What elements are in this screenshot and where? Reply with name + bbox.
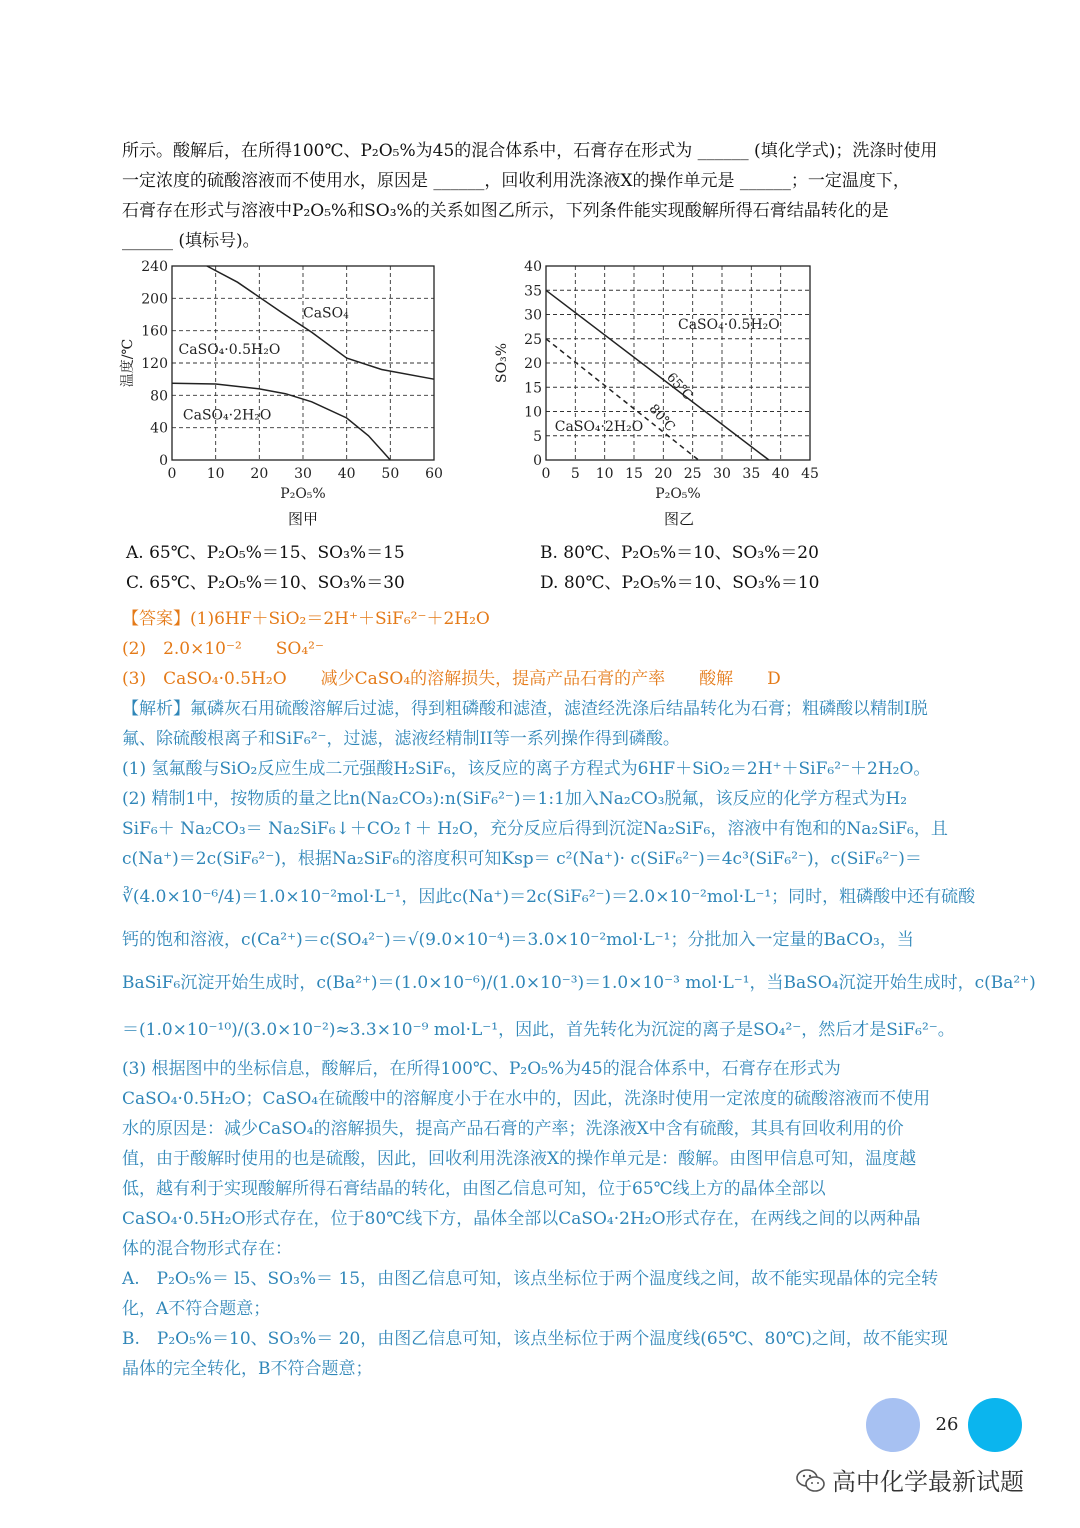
y-tick-label: 30 — [524, 307, 542, 324]
x-axis-label: P₂O₅% — [280, 486, 326, 502]
analysis-block — [122, 694, 1036, 1384]
chart-annotation: CaSO₄·2H₂O — [554, 418, 644, 435]
chart-annotation: 80℃ — [645, 401, 678, 435]
question-line: 所示。酸解后，在所得100℃、P₂O₅%为45的混合体系中，石膏存在形式为 ______ (填化学式)；洗涤时使用 — [122, 141, 938, 161]
x-tick-label: 25 — [683, 466, 702, 482]
analysis-line: CaSO₄·0.5H₂O形式存在，位于80℃线下方，晶体全部以CaSO₄·2H₂O形式存在，在两线之间的以两种晶 — [122, 1209, 921, 1229]
y-tick-label: 0 — [533, 453, 542, 469]
chart-annotation: CaSO₄ — [303, 305, 349, 322]
x-tick-label: 30 — [713, 466, 731, 482]
chart-a-caption: 图甲 — [288, 510, 319, 528]
answer-line: (2) 2.0×10⁻² SO₄²⁻ — [122, 639, 324, 659]
x-tick-label: 45 — [801, 466, 819, 482]
question-line: 石膏存在形式与溶液中P₂O₅%和SO₃%的关系如图乙所示，下列条件能实现酸解所得石膏结晶转化的是 — [122, 201, 889, 221]
y-tick-label: 20 — [524, 356, 542, 372]
question-line: ______ (填标号)。 — [122, 231, 260, 251]
analysis-line: B. P₂O₅%＝10、SO₃%＝ 20，由图乙信息可知，该点坐标位于两个温度线(65℃、80℃)之间，故不能实现 — [122, 1329, 948, 1349]
question-line: 一定浓度的硫酸溶液而不使用水，原因是 ______，回收利用洗涤液X的操作单元是 ______；一定温度下， — [122, 171, 910, 191]
analysis-line: 【解析】氟磷灰石用硫酸溶解后过滤，得到粗磷酸和滤渣，滤渣经洗涤后结晶转化为石膏；粗磷酸以精制I脱 — [122, 699, 928, 719]
analysis-line: 晶体的完全转化，B不符合题意； — [122, 1359, 373, 1379]
analysis-line: ＝(1.0×10⁻¹⁰)/(3.0×10⁻²)≈3.3×10⁻⁹ mol·L⁻¹，因此，首先转化为沉淀的离子是SO₄²⁻，然后才是SiF₆²⁻。 — [122, 1020, 955, 1040]
chart-annotation: CaSO₄·0.5H₂O — [178, 342, 281, 359]
x-axis-label: P₂O₅% — [655, 486, 701, 502]
wechat-icon — [796, 1468, 826, 1494]
x-tick-label: 35 — [742, 466, 761, 482]
x-tick-label: 20 — [250, 466, 269, 482]
series-line — [546, 339, 699, 460]
y-tick-label: 160 — [141, 323, 168, 340]
analysis-line: 低，越有利于实现酸解所得石膏结晶的转化，由图乙信息可知，位于65℃线上方的晶体全部以 — [122, 1179, 826, 1199]
y-tick-label: 15 — [524, 380, 542, 397]
analysis-line: (3) 根据图中的坐标信息，酸解后，在所得100℃、P₂O₅%为45的混合体系中，石膏存在形式为 — [122, 1059, 841, 1079]
y-tick-label: 10 — [524, 404, 542, 421]
series-line — [207, 266, 434, 379]
option-b: B. 80℃、P₂O₅%＝10、SO₃%＝20 — [540, 543, 819, 563]
x-tick-label: 40 — [771, 466, 790, 482]
analysis-line: c(Na⁺)＝2c(SiF₆²⁻)，根据Na₂SiF₆的溶度积可知Ksp＝ c²(Na⁺)· c(SiF₆²⁻)＝4c³(SiF₆²⁻)，c(SiF₆²⁻)＝ — [122, 849, 922, 869]
y-tick-label: 25 — [524, 331, 542, 348]
chart-phase-so3 — [488, 252, 833, 532]
y-tick-label: 35 — [524, 283, 542, 300]
chart-annotation: 65℃ — [663, 370, 696, 404]
analysis-line: 值，由于酸解时使用的也是硫酸，因此，回收利用洗涤液X的操作单元是：酸解。由图甲信息可知，温度越 — [122, 1149, 917, 1169]
option-a: A. 65℃、P₂O₅%＝15、SO₃%＝15 — [126, 543, 405, 563]
y-tick-label: 0 — [159, 453, 168, 469]
chart-b-caption: 图乙 — [664, 510, 695, 528]
y-tick-label: 80 — [150, 388, 168, 405]
page-circle-right — [968, 1398, 1022, 1452]
y-axis-label: SO₃% — [494, 343, 510, 383]
analysis-line: (1) 氢氟酸与SiO₂反应生成二元强酸H₂SiF₆，该反应的离子方程式为6HF＋SiO₂＝2H⁺＋SiF₆²⁻＋2H₂O。 — [122, 759, 931, 779]
chart-phase-temperature — [108, 252, 453, 532]
footer-brand: 高中化学最新试题 — [832, 1468, 1024, 1496]
y-tick-label: 5 — [533, 428, 542, 445]
y-tick-label: 120 — [141, 356, 168, 372]
x-tick-label: 5 — [570, 466, 580, 482]
analysis-line: A. P₂O₅%＝ l5、SO₃%＝ 15，由图乙信息可知，该点坐标位于两个温度线之间，故不能实现晶体的完全转 — [122, 1269, 939, 1289]
chart-annotation: CaSO₄·2H₂O — [182, 407, 272, 424]
analysis-line: 水的原因是：减少CaSO₄的溶解损失，提高产品石膏的产率；洗涤液X中含有硫酸，其具有回收利用的价 — [122, 1119, 904, 1139]
x-tick-label: 0 — [541, 466, 551, 482]
option-d: D. 80℃、P₂O₅%＝10、SO₃%＝10 — [540, 573, 820, 593]
y-tick-label: 200 — [141, 291, 168, 308]
page-number: 26 — [935, 1414, 959, 1435]
x-tick-label: 50 — [381, 466, 400, 482]
chart-annotation: CaSO₄·0.5H₂O — [678, 317, 780, 334]
x-tick-label: 0 — [167, 466, 177, 482]
answer-block — [122, 604, 990, 694]
page-circle-left — [866, 1398, 920, 1452]
analysis-line: CaSO₄·0.5H₂O；CaSO₄在硫酸中的溶解度小于在水中的，因此，洗涤时使用一定浓度的硫酸溶液而不使用 — [122, 1089, 931, 1109]
y-axis-label: 温度/℃ — [120, 338, 136, 388]
x-tick-label: 10 — [206, 466, 225, 482]
y-tick-label: 240 — [141, 259, 168, 275]
answer-line: 【答案】(1)6HF＋SiO₂＝2H⁺＋SiF₆²⁻＋2H₂O — [122, 609, 490, 629]
analysis-line: ∛(4.0×10⁻⁶/4)＝1.0×10⁻²mol·L⁻¹，因此c(Na⁺)＝2c(SiF₆²⁻)＝2.0×10⁻²mol·L⁻¹；同时，粗磷酸中还有硫酸 — [122, 887, 976, 907]
x-tick-label: 20 — [654, 466, 673, 482]
analysis-line: 化，A不符合题意； — [122, 1299, 271, 1319]
analysis-line: BaSiF₆沉淀开始生成时，c(Ba²⁺)＝(1.0×10⁻⁶)/(1.0×10⁻³)＝1.0×10⁻³ mol·L⁻¹，当BaSO₄沉淀开始生成时，c(Ba²⁺) — [122, 973, 1036, 993]
analysis-line: 钙的饱和溶液，c(Ca²⁺)＝c(SO₄²⁻)＝√(9.0×10⁻⁴)＝3.0×10⁻²mol·L⁻¹；分批加入一定量的BaCO₃，当 — [122, 930, 914, 950]
x-tick-label: 10 — [595, 466, 614, 482]
analysis-line: (2) 精制1中，按物质的量之比n(Na₂CO₃):n(SiF₆²⁻)＝1:1加入Na₂CO₃脱氟，该反应的化学方程式为H₂ — [122, 789, 908, 809]
x-tick-label: 40 — [337, 466, 356, 482]
y-tick-label: 40 — [524, 259, 542, 275]
question-text — [122, 136, 990, 256]
x-tick-label: 60 — [425, 466, 443, 482]
analysis-line: SiF₆＋ Na₂CO₃＝ Na₂SiF₆↓＋CO₂↑＋ H₂O，充分反应后得到沉淀Na₂SiF₆，溶液中有饱和的Na₂SiF₆，且 — [122, 819, 948, 839]
x-tick-label: 30 — [294, 466, 312, 482]
analysis-line: 体的混合物形式存在： — [122, 1239, 292, 1259]
option-c: C. 65℃、P₂O₅%＝10、SO₃%＝30 — [126, 573, 405, 593]
analysis-line: 氟、除硫酸根离子和SiF₆²⁻，过滤，滤液经精制II等一系列操作得到磷酸。 — [122, 729, 680, 749]
answer-line: (3) CaSO₄·0.5H₂O 减少CaSO₄的溶解损失，提高产品石膏的产率 酸解 D — [122, 669, 781, 689]
x-tick-label: 15 — [625, 466, 643, 482]
y-tick-label: 40 — [150, 420, 168, 437]
